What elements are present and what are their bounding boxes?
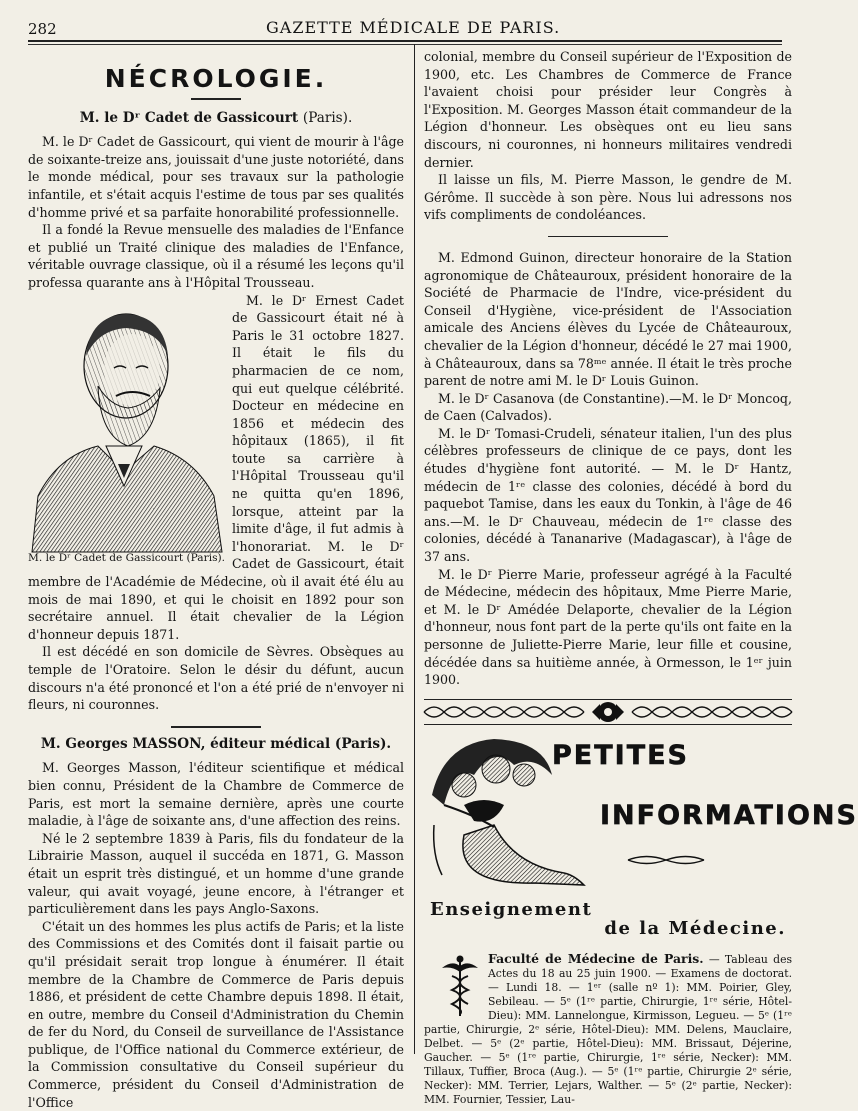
paragraph: Il est décédé en son domicile de Sèvres. Obsèques au temple de l'Oratoire. Selon le désir du défunt, aucun discours n'a été prononcé et l'on a été prié de n'envoyer ni fleurs, ni couronnes. [28, 644, 404, 713]
header-rule [28, 44, 782, 45]
paragraph: M. le Dʳ Pierre Marie, professeur agrégé à la Faculté de Médecine, médecin des hôpitaux, Mme Pierre Marie, et M. le Dʳ Amédée Delaporte, chevalier de la Légion d'honneur, nous font part de la perte qu'ils ont faite en la personne de Juliette-Pierre Marie, leur fille et cousine, décédée dans sa huitième année, à Ormesson, le 1ᵉʳ juin 1900. [424, 566, 792, 688]
column-rule [414, 44, 415, 1054]
subsection-title: Enseignement [430, 898, 593, 920]
paragraph: Né le 2 septembre 1839 à Paris, fils du fondateur de la Librairie Masson, auquel il succéda en 1871, G. Masson était un esprit très distingué, et un homme d'une grande valeur, qui avait voyagé, jeune encore, à l'étranger et particulièrement dans les pays Anglo-Saxons. [28, 830, 404, 917]
obituary-heading [28, 110, 404, 128]
paragraph: M. Edmond Guinon, directeur honoraire de la Station agronomique de Châteauroux, président honoraire de la Société de Pharmacie de l'Indre, vice-président du Conseil d'Hygiène, vice-président de l'Association amicale des Anciens élèves du Lycée de Châteauroux, chevalier de la Légion d'honneur, décédé le 27 mai 1900, à Châteauroux, dans sa 78ᵐᵉ année. Il était le très proche parent de notre ami M. le Dʳ Louis Guinon. [424, 249, 792, 389]
paragraph: colonial, membre du Conseil supérieur de l'Exposition de 1900, etc. Les Chambres de Commerce de France l'avaient choisi pour présider leur Congrès à l'Exposition. M. Georges Masson était commandeur de la Légion d'honneur. Les obsèques ont eu lieu sans discours, ni couronnes, ni honneurs militaires vendredi dernier. [424, 49, 792, 170]
obituary-name: M. le Dʳ Cadet de Gassicourt [79, 109, 299, 126]
exam-schedule: — Tableau des Actes du 18 au 25 juin 1900. — Examens de doctorat. — Lundi 18. — 1ᵉʳ (salle nº 1): MM. Poirier, Gley, Sebileau. — 5ᵉ (1ʳᵉ partie, Chirurgie, 1ʳᵉ série, Hôtel-Dieu): MM. Lannelongue, Kirmisson, Legueu. — 5ᵉ (1ʳᵉ partie, Chirurgie, 2ᵉ série, Hôtel-Dieu): MM. Delens, Mauclaire, Delbet. — 5ᵉ (2ᵉ partie, Hôtel-Dieu): MM. Brissaut, Déjerine, Gaucher. — 5ᵉ (1ʳᵉ partie, Chirurgie, 1ʳᵉ série, Necker): MM. Tillaux, Tuffier, Broca (Aug.). — 5ᵉ (1ʳᵉ partie, Chirurgie 2ᵉ série, Necker): MM. Terrier, Lejars, Walther. — 5ᵉ (2ᵉ partie, Necker): MM. Fournier, Tessier, Lau- [424, 952, 792, 1106]
divider [191, 98, 241, 100]
section-title: NÉCROLOGIE. [104, 64, 328, 93]
obituary-name: M. Georges MASSON, éditeur médical [40, 735, 331, 752]
paragraph: C'était un des hommes les plus actifs de Paris; et la liste des Commissions et des Comités dont il faisait partie ou qu'il présidait serait trop longue à énumérer. Il était membre de la Chambre de Commerce de Paris depuis 1886, et président de cette Chambre depuis 1898. Il était, en outre, membre du Conseil d'Administration du Chemin de fer du Nord, du Conseil de surveillance de l'Assistance publique, de l'Office national du Commerce extérieur, de la Commission consultative du Conseil supérieur du Commerce, président du Conseil d'Administration de l'Office [28, 918, 404, 1110]
portrait-caption: M. le Dʳ Cadet de Gassicourt (Paris). [28, 551, 226, 564]
petites-title: PETITES [552, 739, 690, 771]
flourish-ornament [626, 853, 706, 867]
portrait-engraving [28, 296, 224, 552]
running-title: GAZETTE MÉDICALE DE PARIS. [266, 18, 561, 37]
ornament-pattern [424, 700, 792, 724]
portrait-figure [28, 296, 224, 568]
left-column [28, 48, 404, 1111]
petites-informations-banner [424, 735, 858, 895]
paragraph: M. Georges Masson, l'éditeur scientifique et médical bien connu, Président de la Chambre de Commerce de Paris, est mort la semaine dernière, après une courte maladie, à l'âge de soixante ans, d'une affection des reins. [28, 760, 404, 829]
divider [548, 236, 668, 237]
right-column [424, 48, 858, 1107]
paragraph: Il laisse un fils, M. Pierre Masson, le gendre de M. Gérôme. Il succède à son père. Nous lui adressons nos vifs compliments de condoléances. [424, 172, 792, 223]
page-header [28, 14, 782, 42]
paragraph: M. le Dʳ Cadet de Gassicourt, qui vient de mourir à l'âge de soixante-treize ans, jouissait d'une juste notoriété, dans le monde médical, pour ses travaux sur la pathologie infantile, et s'était acquis l'estime de tous par ses qualités d'homme privé et sa parfaite honorabilité professionnelle. [28, 134, 404, 220]
subsection-title: de la Médecine. [604, 918, 786, 940]
paragraph: M. le Dʳ Tomasi-Crudeli, sénateur italien, l'un des plus célèbres professeurs de clinique de ce pays, dont les études d'hygiène font autorité. — M. le Dʳ Hantz, médecin de 1ʳᵉ classe des colonies, décédé à bord du paquebot Tamise, dans les eaux du Tonkin, à l'âge de 46 ans.—M. le Dʳ Chauveau, médecin de 1ʳᵉ classe des colonies, décédé à Tananarive (Madagascar), à l'âge de 37 ans. [424, 425, 792, 565]
informations-title: INFORMATIONS [600, 799, 858, 831]
page-number: 282 [28, 20, 57, 38]
paragraph: M. le Dʳ Ernest Cadet de Gassicourt était né à Paris le 31 octobre 1827. Il était le fils du pharmacien de ce nom, qui eut quelque célébrité. Docteur en médecine en 1856 et médecin des hôpitaux (1865), il fit toute sa carrière à l'Hôpital Trousseau qu'il ne quitta qu'en 1896, lorsque, atteint par la limite d'âge, il fut admis à l'honorariat. M. le Dʳ Cadet de Gassicourt, était membre de l'Académie de Médecine, où il avait été élu au mois de mai 1890, et qui le choisit en 1892 pour son secrétaire annuel. Il était chevalier de la Légion d'honneur depuis 1871. [28, 292, 404, 642]
divider [171, 726, 261, 728]
obituary-place: (Paris). [334, 735, 392, 752]
paragraph: M. le Dʳ Casanova (de Constantine).—M. le Dʳ Moncoq, de Caen (Calvados). [424, 390, 792, 424]
faculty-title: Faculté de Médecine de Paris. [488, 950, 704, 966]
caduceus-icon [438, 954, 482, 1018]
paragraph: Il a fondé la Revue mensuelle des maladies de l'Enfance et publié un Traité clinique des maladies de l'Enfance, véritable ouvrage classique, où il a résumé les leçons qu'il professa quarante ans à l'Hôpital Trousseau. [28, 222, 404, 290]
obituary-heading [28, 736, 404, 754]
obituary-place: (Paris). [302, 109, 353, 126]
ornamental-band [424, 699, 792, 725]
faculty-notice [424, 952, 792, 1107]
